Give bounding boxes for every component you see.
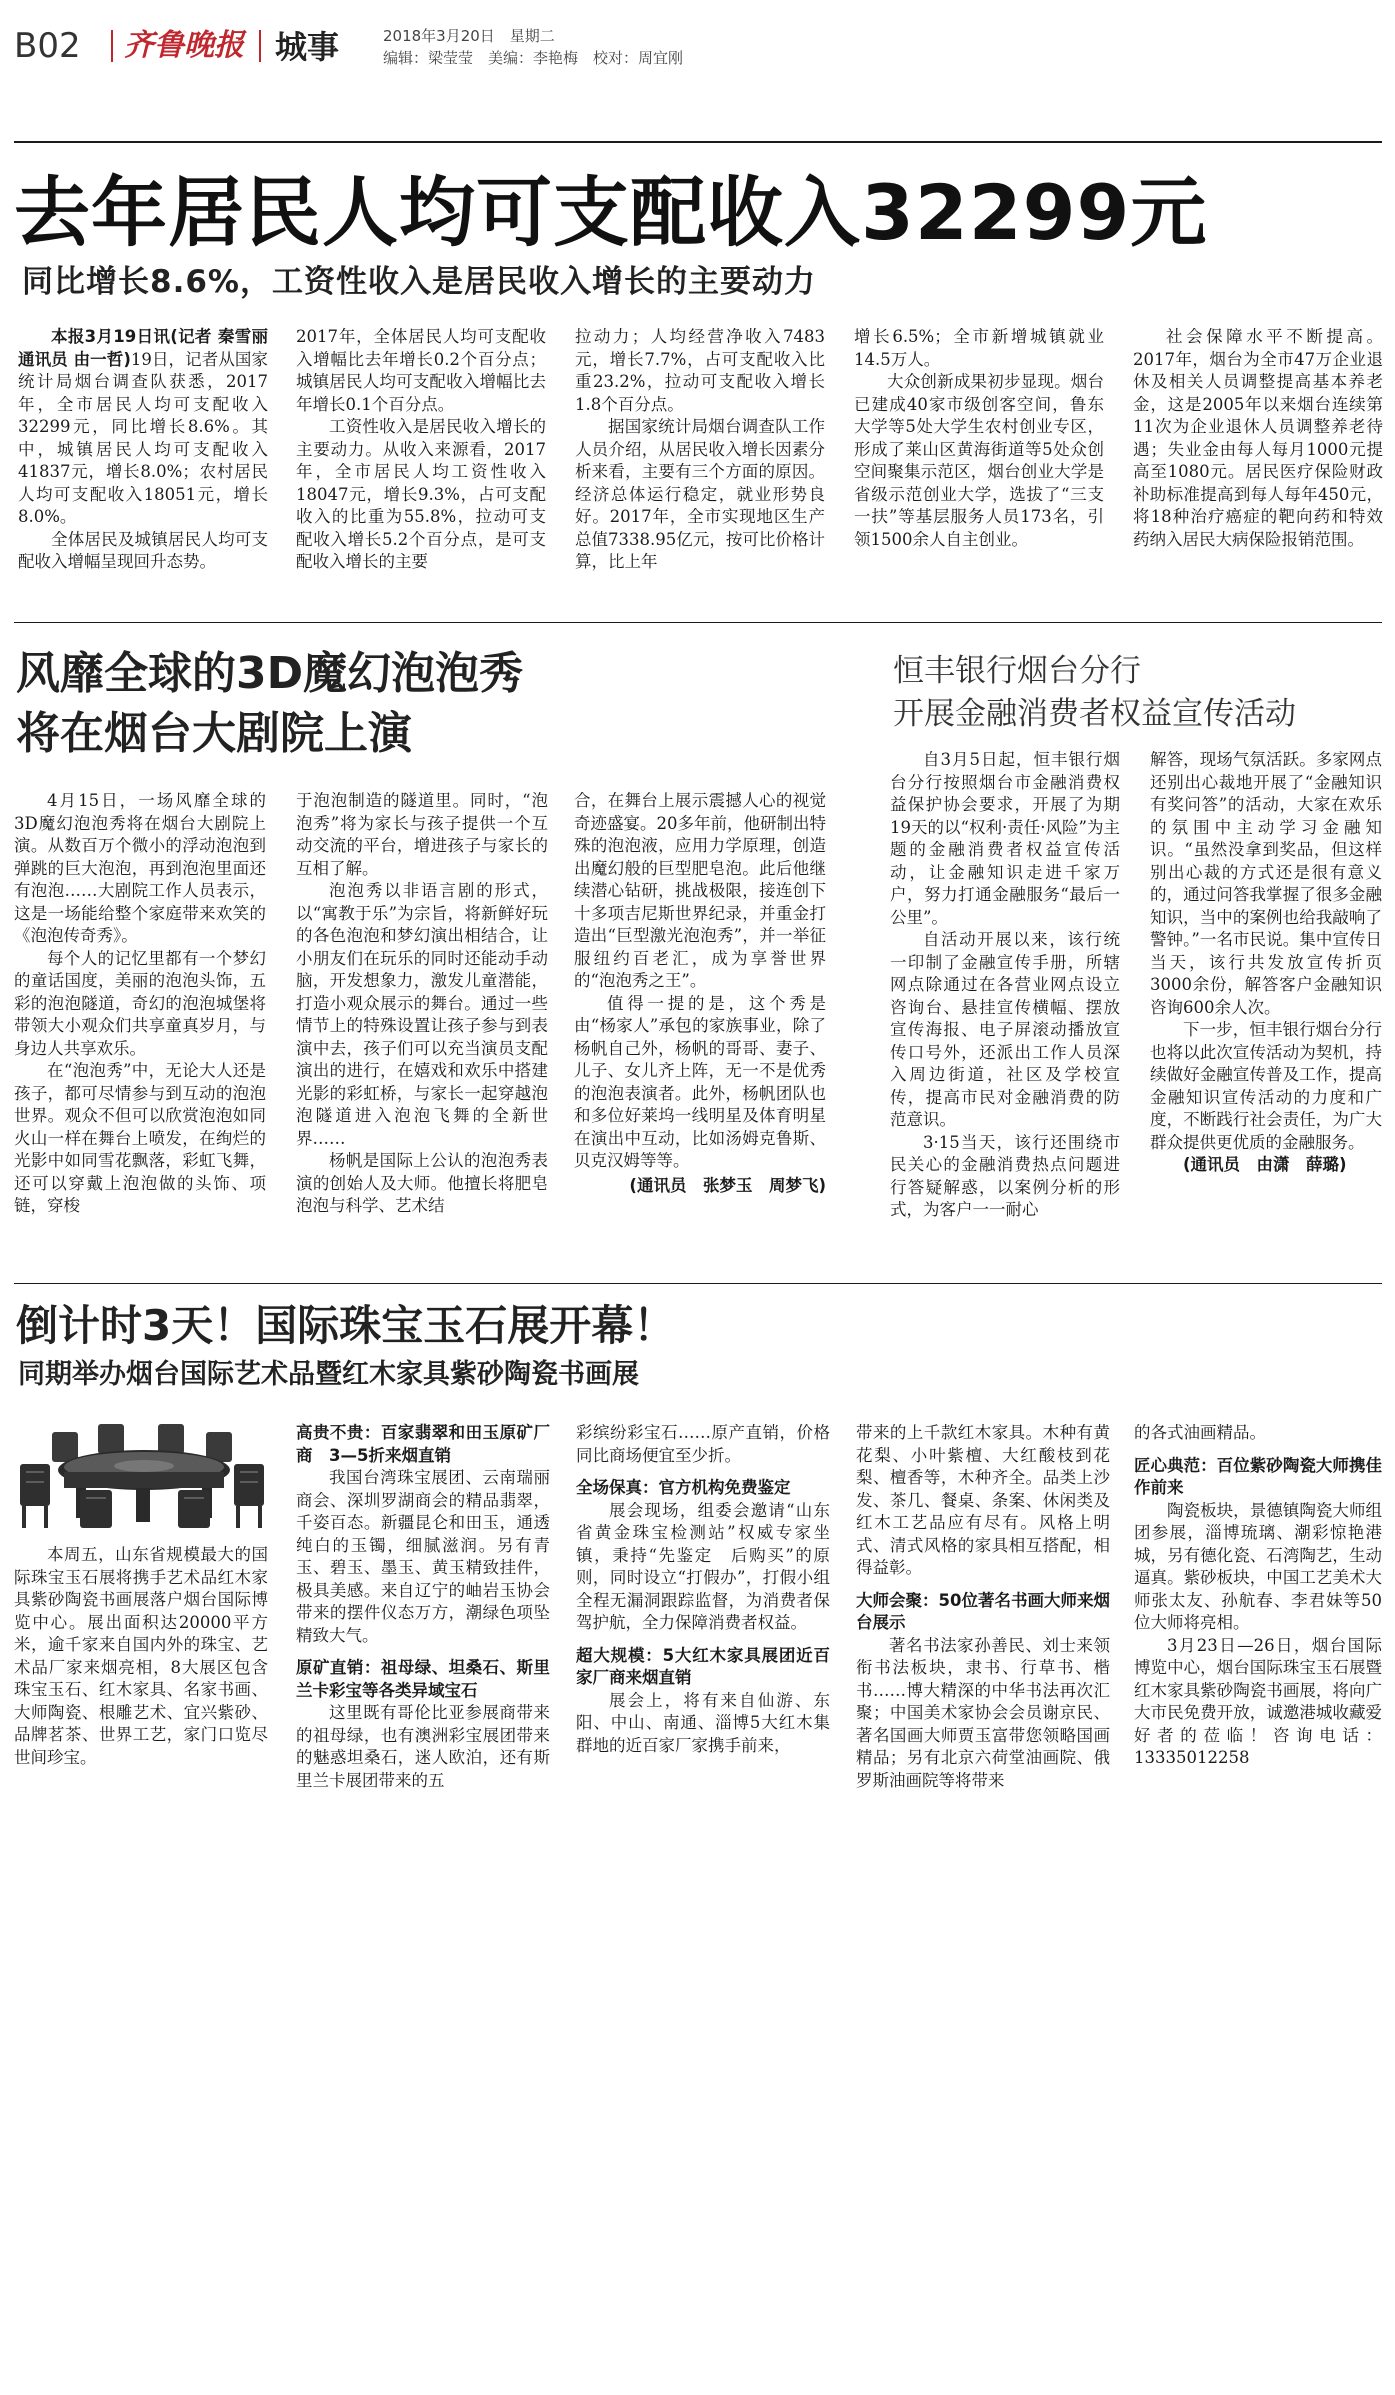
article-column: [856, 1422, 1110, 1792]
article-column: [575, 326, 825, 574]
date-line: 2018年3月20日 星期二: [383, 27, 555, 45]
article-column: [1133, 326, 1383, 551]
paper-logo: 齐鲁晚报: [124, 28, 244, 63]
paragraph: 19日，记者从国家统计局烟台调查队获悉，2017年，全市居民人均可支配收入32299元，同比增长8.6%。其中，城镇居民人均可支配收入41837元，增长8.0%；农村居民人均可支配收入18051元，增长8.0%。: [18, 349, 268, 526]
headline: 将在烟台大剧院上演: [16, 708, 412, 759]
article-column: [18, 326, 268, 574]
paragraph: 自活动开展以来，该行统一印制了金融宣传手册，所辖网点除通过在各营业网点设立咨询台、悬挂宣传横幅、摆放宣传海报、电子屏滚动播放宣传口号外，还派出工作人员深入周边街道，社区及学校宣传，提高市民对金融消费的防范意识。: [890, 930, 1120, 1129]
article-column: [14, 1544, 268, 1769]
article-column: [1150, 749, 1382, 1177]
page-number: B02: [14, 26, 81, 66]
section-rule: [14, 1283, 1382, 1284]
paragraph: 2017年，全体居民人均可支配收入增幅比去年增长0.2个百分点；城镇居民人均可支配收入增幅比去年增长0.1个百分点。: [296, 327, 546, 414]
article-column: [296, 1422, 550, 1792]
paragraph: 3月23日—26日，烟台国际博览中心，烟台国际珠宝玉石展暨红木家具紫砂陶瓷书画展，将向广大市民免费开放，诚邀港城收藏爱好者的莅临！咨询电话：13335012258: [1134, 1635, 1382, 1767]
carved-table-and-chairs-image: [16, 1420, 268, 1538]
section-subhead: 大师会聚：50位著名书画大师来烟台展示: [856, 1590, 1110, 1632]
byline: (通讯员 由潇 薛璐): [1183, 1155, 1347, 1174]
paragraph: 大众创新成果初步显现。烟台已建成40家市级创客空间，鲁东大学等5处大学生农村创业专区，形成了莱山区黄海街道等5处众创空间聚集示范区，烟台创业大学是省级示范创业大学，选拔了“三支一扶”等基层服务人员173名，引领1500余人自主创业。: [854, 372, 1104, 549]
paragraph: 彩缤纷彩宝石……原产直销，价格同比商场便宜至少折。: [576, 1423, 830, 1465]
staff-line: 编辑：梁莹莹 美编：李艳梅 校对：周宜刚: [383, 49, 684, 67]
section-subhead: 高贵不贵：百家翡翠和田玉原矿厂商 3—5折来烟直销: [296, 1423, 550, 1465]
paragraph: 3·15当天，该行还围绕市民关心的金融消费热点问题进行答疑解惑，以案例分析的形式，为客户一一耐心: [890, 1132, 1120, 1219]
paragraph: 值得一提的是，这个秀是由“杨家人”承包的家族事业，除了杨帆自己外，杨帆的哥哥、妻子、儿子、女儿齐上阵，无一不是优秀的泡泡表演者。此外，杨帆团队也和多位好莱坞一线明星及体育明星在演出中互动，比如汤姆克鲁斯、贝克汉姆等等。: [574, 993, 826, 1170]
paragraph: 杨帆是国际上公认的泡泡秀表演的创始人及大师。他擅长将肥皂泡泡与科学、艺术结: [296, 1151, 548, 1215]
byline: (通讯员 张梦玉 周梦飞): [629, 1175, 826, 1195]
paragraph: 据国家统计局烟台调查队工作人员介绍，从居民收入增长因素分析来看，主要有三个方面的原因。经济总体运行稳定，就业形势良好。2017年，全市实现地区生产总值7338.95亿元，按可比价格计算，比上年: [575, 417, 825, 571]
paragraph: 解答，现场气氛活跃。多家网点还别出心裁地开展了“金融知识有奖问答”的活动，大家在欢乐的氛围中主动学习金融知识。“虽然没拿到奖品，但这样别出心裁的方式还是很有意义的，通过问答我掌握了很多金融知识，当中的案例也给我敲响了警钟。”一名市民说。集中宣传日当天，该行共发放宣传折页3000余份，解答客户金融知识咨询600余人次。: [1150, 750, 1382, 1017]
paragraph: 陶瓷板块，景德镇陶瓷大师组团参展，淄博琉璃、潮彩惊艳港城，另有德化瓷、石湾陶艺，生动逼真。紫砂板块，中国工艺美术大师张太友、孙航春、李君妹等50位大师将亮相。: [1134, 1500, 1382, 1632]
headline: 风靡全球的3D魔幻泡泡秀: [16, 648, 524, 699]
paragraph: 于泡泡制造的隧道里。同时，“泡泡秀”将为家长与孩子提供一个互动交流的平台，增进孩子与家长的互相了解。: [296, 791, 548, 878]
section-subhead: 匠心典范：百位紫砂陶瓷大师携佳作前来: [1134, 1455, 1382, 1497]
paragraph: 著名书法家孙善民、刘士来领衔书法板块，隶书、行草书、楷书……博大精深的中华书法再次汇聚；中国美术家协会会员谢京民、著名国画大师贾玉富带您领略国画精品；另有北京六荷堂油画院、俄罗斯油画院等将带来: [856, 1635, 1110, 1790]
section-rule: [14, 622, 1382, 623]
dateline: 本报3月19日讯(记者 秦雪丽 通讯员 由一哲): [18, 327, 268, 369]
paragraph: 这里既有哥伦比亚参展商带来的祖母绿，也有澳洲彩宝展团带来的魅惑坦桑石，迷人欧泊，还有斯里兰卡展团带来的五: [296, 1703, 550, 1790]
paragraph: 拉动力；人均经营净收入7483元，增长7.7%，占可支配收入比重23.2%，拉动可支配收入增长1.8个百分点。: [575, 327, 825, 414]
section-subhead: 原矿直销：祖母绿、坦桑石、斯里兰卡彩宝等各类异域宝石: [296, 1658, 550, 1700]
paragraph: 自3月5日起，恒丰银行烟台分行按照烟台市金融消费权益保护协会要求，开展了为期19天的以“权利·责任·风险”为主题的金融消费者权益宣传活动，让金融知识走进千家万户，努力打通金融服务“最后一公里”。: [890, 750, 1120, 927]
header-rule: [14, 141, 1382, 143]
headline: 开展金融消费者权益宣传活动: [893, 696, 1296, 732]
paragraph: 的各式油画精品。: [1134, 1423, 1266, 1442]
section-subhead: 全场保真：官方机构免费鉴定: [576, 1478, 791, 1497]
article-column: [296, 326, 546, 574]
paragraph: 4月15日，一场风靡全球的3D魔幻泡泡秀将在烟台大剧院上演。从数百万个微小的浮动泡泡到弹跳的巨大泡泡，再到泡泡里面还有泡泡……大剧院工作人员表示，这是一场能给整个家庭带来欢笑的《泡泡传奇秀》。: [14, 791, 266, 945]
paragraph: 每个人的记忆里都有一个梦幻的童话国度，美丽的泡泡头饰，五彩的泡泡隧道，奇幻的泡泡城堡将带领大小观众们共享童真岁月，与身边人共享欢乐。: [14, 948, 266, 1058]
header-divider: [111, 30, 113, 62]
header-divider: [259, 30, 261, 62]
paragraph: 在“泡泡秀”中，无论大人还是孩子，都可尽情参与到互动的泡泡世界。观众不但可以欣赏泡泡如同火山一样在舞台上喷发，在绚烂的光影中如同雪花飘落，彩虹飞舞，还可以穿戴上泡泡做的头饰、项链，穿梭: [14, 1061, 266, 1215]
paragraph: 展会现场，组委会邀请“山东省黄金珠宝检测站”权威专家坐镇，秉持“先鉴定 后购买”的原则，同时设立“打假办”，打假小组全程无漏洞跟踪监督，为消费者保驾护航，全力保障消费者权益。: [576, 1500, 830, 1632]
paragraph: 下一步，恒丰银行烟台分行也将以此次宣传活动为契机，持续做好金融宣传普及工作，提高金融知识宣传活动的力度和广度，不断践行社会责任，为广大群众提供更优质的金融服务。: [1150, 1020, 1382, 1152]
paragraph: 全体居民及城镇居民人均可支配收入增幅呈现回升态势。: [18, 529, 268, 571]
article-column: [574, 790, 826, 1197]
paragraph: 我国台湾珠宝展团、云南瑞丽商会、深圳罗湖商会的精品翡翠，千姿百态。新疆昆仑和田玉，通透纯白的玉镯，细腻滋润。另有青玉、碧玉、墨玉、黄玉精致挂件，极具美感。来自辽宁的岫岩玉协会带来的摆件仪态万方，潮绿色项坠精致大气。: [296, 1468, 550, 1645]
paragraph: 增长6.5%；全市新增城镇就业14.5万人。: [854, 327, 1104, 369]
section-subhead: 超大规模：5大红木家具展团近百家厂商来烟直销: [576, 1645, 830, 1687]
subhead: 同比增长8.6%，工资性收入是居民收入增长的主要动力: [22, 264, 816, 300]
subhead: 同期举办烟台国际艺术品暨红木家具紫砂陶瓷书画展: [18, 1359, 639, 1390]
paragraph: 工资性收入是居民收入增长的主要动力。从收入来源看，2017年，全市居民人均工资性收入18047元，增长9.3%，占可支配收入的比重为55.8%，拉动可支配收入增长5.2个百分点，是可支配收入增长的主要: [296, 417, 546, 571]
headline: 倒计时3天！国际珠宝玉石展开幕！: [16, 1301, 676, 1350]
article-column: [1134, 1422, 1382, 1770]
article-column: [576, 1422, 830, 1757]
furniture-photo: [16, 1420, 268, 1538]
paragraph: 社会保障水平不断提高。2017年，烟台为全市47万企业退休及相关人员调整提高基本养老金，这是2005年以来烟台连续第11次为企业退休人员调整养老待遇；失业金由每人每月1000元提高至1080元。居民医疗保险财政补助标准提高到每人每年450元，将18种治疗癌症的靶向药和特效药纳入居民大病保险报销范围。: [1133, 327, 1383, 549]
section-name: 城事: [275, 28, 340, 66]
paragraph: 泡泡秀以非语言剧的形式，以“寓教于乐”为宗旨，将新鲜好玩的各色泡泡和梦幻演出相结合，让小朋友们在玩乐的同时还能动手动脑，开发想象力，激发儿童潜能，打造小观众展示的舞台。通过一些情节上的特殊设置让孩子参与到表演中去，孩子们可以充当演员支配演出的进行，在嬉戏和欢乐中搭建光影的彩虹桥，与家长一起穿越泡泡隧道进入泡泡飞舞的全新世界……: [296, 881, 548, 1148]
headline: 恒丰银行烟台分行: [893, 653, 1141, 689]
paragraph: 展会上，将有来自仙游、东阳、中山、南通、淄博5大红木集群地的近百家厂家携手前来，: [576, 1690, 830, 1755]
article-column: [890, 749, 1120, 1222]
paragraph: 合，在舞台上展示震撼人心的视觉奇迹盛宴。20多年前，他研制出特殊的泡泡液，应用力学原理，创造出魔幻般的巨型肥皂泡。此后他继续潜心钻研，挑战极限，接连创下十多项吉尼斯世界纪录，并重金打造出“巨型激光泡泡秀”，并一举征服纽约百老汇，成为享誉世界的“泡泡秀之王”。: [574, 791, 826, 990]
article-column: [296, 790, 548, 1218]
headline: 去年居民人均可支配收入32299元: [14, 168, 1208, 257]
paragraph: 本周五，山东省规模最大的国际珠宝玉石展将携手艺术品红木家具紫砂陶瓷书画展落户烟台国际博览中心。展出面积达20000平方米，逾千家来自国内外的珠宝、艺术品厂家来烟亮相，8大展区包含珠宝玉石、红木家具、名家书画、大师陶瓷、根雕艺术、宜兴紫砂、品牌茗茶、世界工艺，家门口览尽世间珍宝。: [14, 1545, 268, 1767]
article-column: [14, 790, 266, 1218]
paragraph: 带来的上千款红木家具。木种有黄花梨、小叶紫檀、大红酸枝到花梨、檀香等，木种齐全。品类上沙发、茶几、餐桌、条案、休闲类及红木工艺品应有尽有。风格上明式、清式风格的家具相互搭配，相得益彰。: [856, 1423, 1110, 1577]
article-column: [854, 326, 1104, 551]
